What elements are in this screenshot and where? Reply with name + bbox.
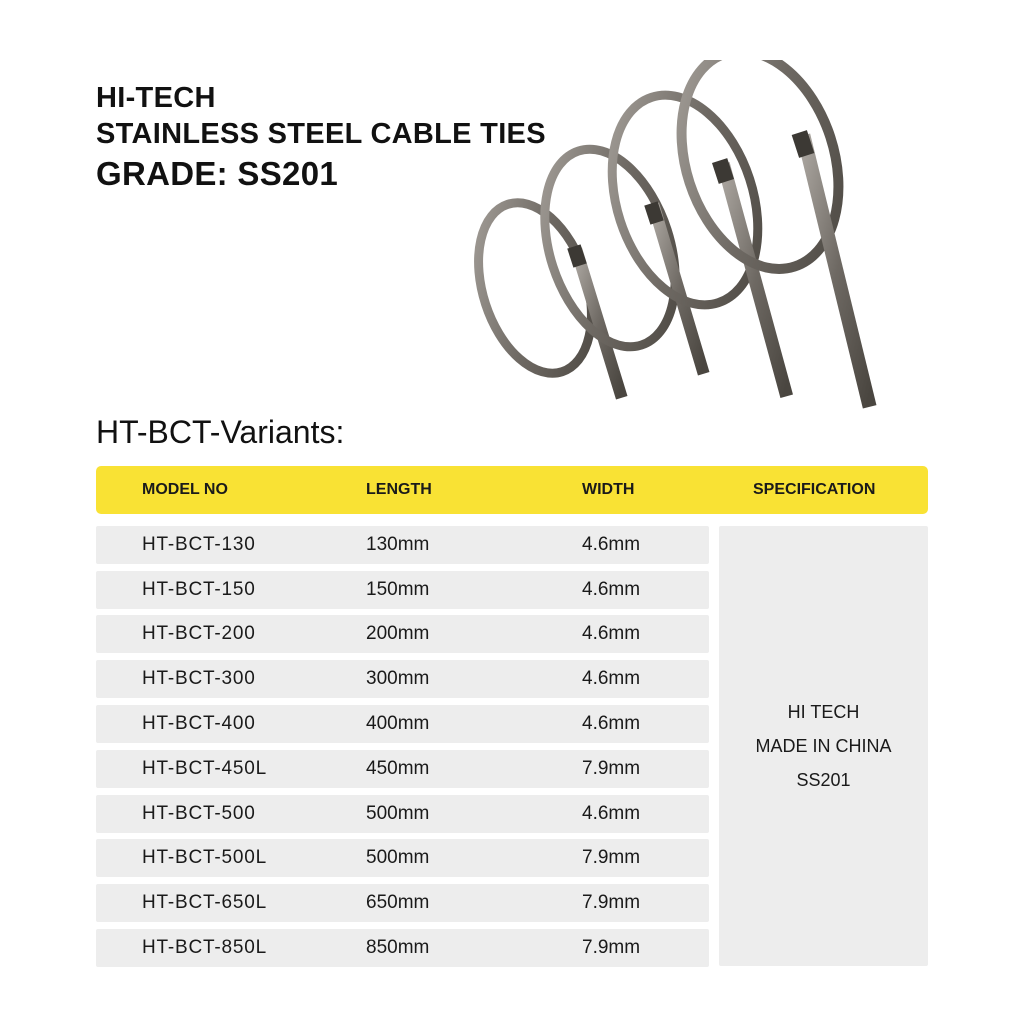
- length-cell: 400mm: [366, 713, 430, 734]
- table-row: [96, 929, 709, 967]
- table-row: [96, 750, 709, 788]
- table-row: [96, 571, 709, 609]
- length-cell: 850mm: [366, 937, 430, 958]
- spec-origin: MADE IN CHINA: [755, 736, 892, 756]
- length-cell: 500mm: [366, 847, 430, 868]
- width-cell: 7.9mm: [582, 847, 641, 868]
- model-cell: HT-BCT-200: [142, 623, 256, 644]
- model-cell: HT-BCT-300: [142, 668, 256, 689]
- column-header-length: LENGTH: [366, 481, 432, 498]
- length-cell: 500mm: [366, 803, 430, 824]
- table-row: [96, 660, 709, 698]
- width-cell: 4.6mm: [582, 623, 641, 644]
- spec-grade: SS201: [796, 770, 851, 790]
- model-cell: HT-BCT-150: [142, 579, 256, 600]
- table-row: [96, 884, 709, 922]
- width-cell: 4.6mm: [582, 579, 641, 600]
- brand-title: HI-TECH: [96, 82, 216, 114]
- table-row: [96, 839, 709, 877]
- stainless-steel-cable-ties-image: [470, 60, 900, 450]
- length-cell: 150mm: [366, 579, 430, 600]
- column-header-specification: SPECIFICATION: [753, 481, 876, 498]
- width-cell: 4.6mm: [582, 803, 641, 824]
- column-header-model: MODEL NO: [142, 481, 228, 498]
- model-cell: HT-BCT-400: [142, 713, 256, 734]
- product-title: STAINLESS STEEL CABLE TIES: [96, 118, 546, 150]
- table-row: [96, 705, 709, 743]
- length-cell: 450mm: [366, 758, 430, 779]
- model-cell: HT-BCT-500L: [142, 847, 267, 868]
- column-header-width: WIDTH: [582, 481, 635, 498]
- width-cell: 4.6mm: [582, 713, 641, 734]
- length-cell: 200mm: [366, 623, 430, 644]
- table-row: [96, 615, 709, 653]
- model-cell: HT-BCT-650L: [142, 892, 267, 913]
- width-cell: 4.6mm: [582, 668, 641, 689]
- model-cell: HT-BCT-450L: [142, 758, 267, 779]
- width-cell: 7.9mm: [582, 758, 641, 779]
- specification-cell: [719, 526, 928, 966]
- table-header: [96, 466, 928, 514]
- model-cell: HT-BCT-850L: [142, 937, 267, 958]
- model-cell: HT-BCT-130: [142, 534, 256, 555]
- grade-title: GRADE: SS201: [96, 155, 339, 192]
- table-row: [96, 526, 709, 564]
- variants-heading: HT-BCT-Variants:: [96, 414, 345, 450]
- table-row: [96, 795, 709, 833]
- length-cell: 300mm: [366, 668, 430, 689]
- width-cell: 7.9mm: [582, 937, 641, 958]
- model-cell: HT-BCT-500: [142, 803, 256, 824]
- length-cell: 650mm: [366, 892, 430, 913]
- width-cell: 4.6mm: [582, 534, 641, 555]
- width-cell: 7.9mm: [582, 892, 641, 913]
- spec-brand: HI TECH: [787, 702, 860, 722]
- length-cell: 130mm: [366, 534, 430, 555]
